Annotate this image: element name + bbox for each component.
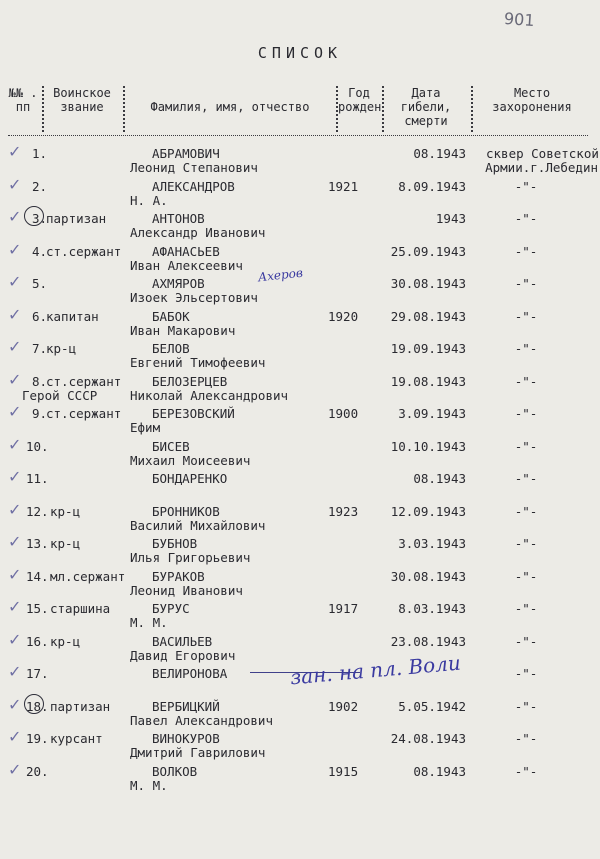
checkmark-icon: ✓ xyxy=(8,272,22,291)
row-surname: БЕЛОВ xyxy=(152,341,190,356)
circle-mark-icon xyxy=(24,694,44,714)
checkmark-icon: ✓ xyxy=(8,629,22,649)
column-divider xyxy=(382,86,384,132)
column-divider xyxy=(42,86,44,132)
row-death-date: 3.09.1943 xyxy=(398,406,466,421)
row-death-date: 10.10.1943 xyxy=(390,438,466,454)
row-number: 11. xyxy=(26,471,49,486)
row-number: 18. xyxy=(26,698,49,714)
checkmark-icon: ✓ xyxy=(8,369,22,389)
checkmark-icon: ✓ xyxy=(8,239,22,259)
row-rank: ст.сержант xyxy=(46,373,122,389)
checkmark-icon: ✓ xyxy=(8,402,22,421)
row-number: 12. xyxy=(26,503,49,519)
header-date: Дата гибели, смерти xyxy=(400,86,452,128)
row-number: 2. xyxy=(32,178,48,194)
row-number: 14. xyxy=(26,568,49,584)
row-birth-year: 1921 xyxy=(328,178,359,194)
row-death-date: 19.08.1943 xyxy=(390,373,466,389)
row-surname: БАБОК xyxy=(152,308,190,324)
row-rank: старшина xyxy=(50,601,111,616)
row-number: 16. xyxy=(26,633,49,649)
row-given-name: Леонид Иванович xyxy=(130,582,243,598)
table-row xyxy=(0,758,600,798)
row-burial-place: -"- xyxy=(514,308,538,324)
row-given-name: Дмитрий Гаврилович xyxy=(130,745,266,760)
row-burial-place: -"- xyxy=(514,536,538,551)
row-burial-place: -"- xyxy=(514,731,538,746)
archive-number: 901 xyxy=(503,8,536,31)
row-number: 6. xyxy=(32,308,48,324)
checkmark-icon: ✓ xyxy=(8,207,22,226)
row-number: 13. xyxy=(26,536,49,551)
row-burial-place: -"- xyxy=(514,211,538,226)
row-surname: БУРАКОВ xyxy=(152,568,205,584)
row-death-date: 08.1943 xyxy=(413,471,466,486)
row-given-name: Николай Александрович xyxy=(130,387,289,403)
header-year: Год рожден xyxy=(338,86,382,114)
row-surname: АЛЕКСАНДРОВ xyxy=(152,178,235,194)
checkmark-icon: ✓ xyxy=(8,174,22,194)
row-death-date: 5.05.1942 xyxy=(398,698,466,714)
checkmark-icon: ✓ xyxy=(8,304,22,324)
row-surname: БЕРЕЗОВСКИЙ xyxy=(152,406,235,421)
row-number: 1. xyxy=(32,146,48,161)
row-given-name: Н. А. xyxy=(130,192,168,208)
row-death-date: 29.08.1943 xyxy=(390,308,466,324)
row-death-date: 3.03.1943 xyxy=(398,536,466,551)
row-number: 9. xyxy=(32,406,48,421)
row-number: 7. xyxy=(32,341,48,356)
row-burial-place: -"- xyxy=(514,341,538,356)
row-surname: БУРУС xyxy=(152,601,190,616)
row-death-date: 23.08.1943 xyxy=(390,633,466,649)
column-divider xyxy=(336,86,338,132)
row-surname: ВАСИЛЬЕВ xyxy=(152,633,213,649)
checkmark-icon: ✓ xyxy=(8,727,22,746)
header-rule xyxy=(8,135,588,136)
handwritten-note: зан. на пл. Воли xyxy=(289,650,462,690)
checkmark-icon: ✓ xyxy=(8,759,22,779)
row-rank: капитан xyxy=(46,308,99,324)
header-rank: Воинское звание xyxy=(53,86,111,114)
row-rank: кр-ц xyxy=(50,503,81,519)
row-number: 8. xyxy=(32,373,48,389)
row-burial-place: -"- xyxy=(514,601,538,616)
circle-mark-icon xyxy=(24,206,44,226)
checkmark-icon: ✓ xyxy=(8,532,22,551)
row-given-name: Василий Михайлович xyxy=(130,517,266,533)
row-rank: партизан xyxy=(46,211,107,226)
row-given-name: М. М. xyxy=(130,777,168,793)
row-burial-place: -"- xyxy=(514,276,538,291)
row-rank: ст.сержант xyxy=(46,243,122,259)
row-rank: кр-ц xyxy=(50,633,81,649)
row-death-date: 12.09.1943 xyxy=(390,503,466,519)
row-burial-place: сквер Советской xyxy=(486,146,599,161)
row-burial-place: -"- xyxy=(514,406,538,421)
row-surname: АБРАМОВИЧ xyxy=(152,146,220,161)
header-place: Место захоронения xyxy=(492,86,572,114)
row-birth-year: 1920 xyxy=(328,308,359,324)
row-burial-place-extra: Армии.г.Лебедин xyxy=(485,160,598,175)
row-given-name: Леонид Степанович xyxy=(130,160,258,175)
row-death-date: 8.03.1943 xyxy=(398,601,466,616)
row-burial-place: -"- xyxy=(514,568,538,584)
row-number: 15. xyxy=(26,601,49,616)
row-surname: АНТОНОВ xyxy=(152,211,205,226)
row-surname: БУБНОВ xyxy=(152,536,198,551)
row-given-name: Александр Иванович xyxy=(130,225,266,240)
row-death-date: 1943 xyxy=(435,211,466,226)
row-surname: ВЕРБИЦКИЙ xyxy=(152,698,220,714)
row-surname: ВИНОКУРОВ xyxy=(152,731,220,746)
row-burial-place: -"- xyxy=(514,438,538,454)
row-birth-year: 1923 xyxy=(328,503,359,519)
row-death-date: 19.09.1943 xyxy=(390,341,466,356)
checkmark-icon: ✓ xyxy=(8,662,22,681)
row-burial-place: -"- xyxy=(514,373,538,389)
row-death-date: 24.08.1943 xyxy=(390,731,466,746)
row-burial-place: -"- xyxy=(514,666,538,681)
row-death-date: 8.09.1943 xyxy=(398,178,466,194)
row-given-name: М. М. xyxy=(130,615,168,630)
row-death-date: 08.1943 xyxy=(413,146,466,161)
checkmark-icon: ✓ xyxy=(8,142,22,161)
row-given-name: Давид Егорович xyxy=(130,647,236,663)
row-surname: ВОЛКОВ xyxy=(152,763,198,779)
row-burial-place: -"- xyxy=(514,698,538,714)
checkmark-icon: ✓ xyxy=(8,694,22,714)
row-burial-place: -"- xyxy=(514,178,538,194)
row-birth-year: 1900 xyxy=(328,406,359,421)
row-number: 17. xyxy=(26,666,49,681)
row-number: 5. xyxy=(32,276,48,291)
row-number: 3. xyxy=(32,211,48,226)
checkmark-icon: ✓ xyxy=(8,499,22,519)
row-birth-year: 1917 xyxy=(328,601,359,616)
row-burial-place: -"- xyxy=(514,503,538,519)
row-given-name: Илья Григорьевич xyxy=(130,550,251,565)
column-divider xyxy=(471,86,473,132)
row-rank: партизан xyxy=(50,698,111,714)
checkmark-icon: ✓ xyxy=(8,337,22,356)
row-rank: ст.сержант xyxy=(46,406,122,421)
row-given-name: Иван Алексеевич xyxy=(130,257,243,273)
row-birth-year: 1915 xyxy=(328,763,359,779)
header-name: Фамилия, имя, отчество xyxy=(150,100,310,114)
row-burial-place: -"- xyxy=(514,633,538,649)
row-number: 19. xyxy=(26,731,49,746)
row-birth-year: 1902 xyxy=(328,698,359,714)
row-rank: кр-ц xyxy=(46,341,77,356)
row-given-name: Михаил Моисеевич xyxy=(130,452,251,468)
row-surname: БИСЕВ xyxy=(152,438,190,454)
row-given-name: Иван Макарович xyxy=(130,322,236,338)
row-rank: кр-ц xyxy=(50,536,81,551)
header-num: №№ . пп xyxy=(8,86,38,114)
row-surname: АХМЯРОВ xyxy=(152,276,205,291)
page-title: СПИСОК xyxy=(257,44,343,62)
handwritten-note: Ахеров xyxy=(257,265,304,285)
row-number: 10. xyxy=(26,438,49,454)
row-rank-extra: Герой СССР xyxy=(22,387,98,403)
row-given-name: Изоек Эльсертович xyxy=(130,290,258,305)
checkmark-icon: ✓ xyxy=(8,434,22,454)
row-rank: курсант xyxy=(50,731,103,746)
row-surname: БОНДАРЕНКО xyxy=(152,471,228,486)
checkmark-icon: ✓ xyxy=(8,564,22,584)
row-burial-place: -"- xyxy=(514,471,538,486)
column-divider xyxy=(123,86,125,132)
row-surname: ВЕЛИРОНОВА xyxy=(152,666,228,681)
row-surname: АФАНАСЬЕВ xyxy=(152,243,220,259)
row-number: 20. xyxy=(26,763,49,779)
row-rank: мл.сержант xyxy=(50,568,126,584)
row-given-name: Евгений Тимофеевич xyxy=(130,355,266,370)
row-burial-place: -"- xyxy=(514,243,538,259)
row-death-date: 08.1943 xyxy=(413,763,466,779)
row-death-date: 30.08.1943 xyxy=(390,568,466,584)
row-surname: БРОННИКОВ xyxy=(152,503,220,519)
row-given-name: Павел Александрович xyxy=(130,712,273,728)
row-death-date: 30.08.1943 xyxy=(390,276,466,291)
row-number: 4. xyxy=(32,243,48,259)
row-given-name: Ефим xyxy=(130,420,161,435)
checkmark-icon: ✓ xyxy=(8,597,22,616)
row-death-date: 25.09.1943 xyxy=(390,243,466,259)
row-surname: БЕЛОЗЕРЦЕВ xyxy=(152,373,228,389)
row-burial-place: -"- xyxy=(514,763,538,779)
checkmark-icon: ✓ xyxy=(8,467,22,486)
